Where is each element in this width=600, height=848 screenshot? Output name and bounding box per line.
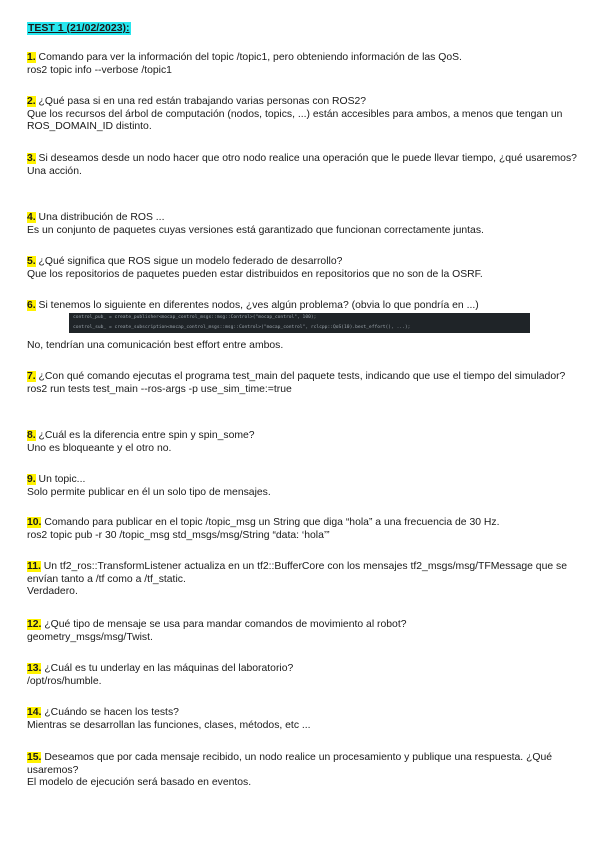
question-number: 10.	[27, 517, 42, 528]
question-8	[27, 430, 582, 455]
question-number: 2.	[27, 96, 36, 107]
question-number: 12.	[27, 619, 42, 630]
question-number: 8.	[27, 430, 36, 441]
answer-text: El modelo de ejecución será basado en eventos.	[27, 777, 252, 789]
answer-text: ros2 topic pub -r 30 /topic_msg std_msgs/msg/String “data: ‘hola’”	[27, 529, 330, 541]
question-4	[27, 212, 582, 237]
test-title: TEST 1 (21/02/2023):	[28, 22, 130, 34]
question-text: ¿Cuál es la diferencia entre spin y spin_some?	[35, 430, 255, 441]
question-text: Una distribución de ROS ...	[35, 212, 165, 223]
question-number: 7.	[27, 371, 36, 382]
answer-text: Uno es bloqueante y el otro no.	[27, 442, 172, 454]
question-7	[27, 371, 582, 396]
question-text: ¿Con qué comando ejecutas el programa test_main del paquete tests, indicando que use el tiempo del simulador?	[35, 371, 566, 382]
question-text: ¿Qué tipo de mensaje se usa para mandar comandos de movimiento al robot?	[41, 619, 407, 630]
answer-text: ros2 topic info --verbose /topic1	[27, 64, 172, 76]
answer-text: Que los recursos del árbol de computación (nodos, topics, ...) están accesibles para ambos, a menos que tengan un ROS_DOMAIN_ID distinto.	[27, 108, 563, 133]
question-text: ¿Cuándo se hacen los tests?	[41, 707, 179, 718]
question-12	[27, 619, 582, 644]
question-text: Un topic...	[35, 474, 86, 485]
question-number: 9.	[27, 474, 36, 485]
question-text: Comando para ver la información del topic /topic1, pero obteniendo información de las QoS.	[35, 52, 462, 63]
question-text: ¿Qué significa que ROS sigue un modelo federado de desarrollo?	[35, 256, 343, 267]
answer-text: ros2 run tests test_main --ros-args -p use_sim_time:=true	[27, 383, 292, 395]
answer-text: /opt/ros/humble.	[27, 675, 102, 687]
answer-text: Verdadero.	[27, 586, 78, 598]
question-number: 3.	[27, 153, 36, 164]
question-15	[27, 752, 582, 790]
answer-text: Una acción.	[27, 165, 82, 177]
question-number: 11.	[27, 561, 41, 572]
answer-text: No, tendrían una comunicación best effort entre ambos.	[27, 340, 284, 351]
question-13	[27, 663, 582, 688]
code-line: control_pub_ = create_publisher<mocap_control_msgs::msg::Control>("mocap_control", 100);	[73, 315, 317, 320]
question-11	[27, 561, 582, 599]
question-3	[27, 153, 582, 178]
question-text: ¿Qué pasa si en una red están trabajando varias personas con ROS2?	[35, 96, 367, 107]
code-snippet	[69, 313, 530, 333]
question-2	[27, 96, 582, 134]
answer-6	[27, 340, 582, 353]
question-number: 6.	[27, 300, 36, 311]
question-number: 1.	[27, 52, 36, 63]
question-text: Comando para publicar en el topic /topic_msg un String que diga “hola” a una frecuencia de 30 Hz.	[41, 517, 500, 528]
question-number: 4.	[27, 212, 36, 223]
answer-text: Solo permite publicar en él un solo tipo de mensajes.	[27, 486, 271, 498]
code-line: control_sub_ = create_subscription<mocap_control_msgs::msg::Control>("mocap_control", rclcpp::QoS(10).best_effort(), ...);	[73, 325, 411, 330]
question-text: ¿Cuál es tu underlay en las máquinas del laboratorio?	[41, 663, 294, 674]
question-10	[27, 517, 582, 542]
question-number: 13.	[27, 663, 42, 674]
question-number: 5.	[27, 256, 36, 267]
question-14	[27, 707, 582, 732]
question-text: Si deseamos desde un nodo hacer que otro nodo realice una operación que le puede llevar tiempo, ¿qué usaremos?	[35, 153, 577, 164]
answer-text: Es un conjunto de paquetes cuyas versiones está garantizado que funcionan correctamente juntas.	[27, 224, 484, 236]
answer-text: Mientras se desarrollan las funciones, clases, métodos, etc ...	[27, 719, 311, 731]
question-6	[27, 300, 582, 313]
question-5	[27, 256, 582, 281]
question-text: Si tenemos lo siguiente en diferentes nodos, ¿ves algún problema? (obvia lo que pondría en ...)	[35, 300, 479, 311]
question-number: 14.	[27, 707, 42, 718]
question-number: 15.	[27, 752, 42, 763]
question-9	[27, 474, 582, 499]
question-1	[27, 52, 582, 77]
answer-text: Que los repositorios de paquetes pueden estar distribuidos en repositorios que no son de la OSRF.	[27, 268, 483, 280]
answer-text: geometry_msgs/msg/Twist.	[27, 631, 153, 643]
question-text: Un tf2_ros::TransformListener actualiza en un tf2::BufferCore con los mensajes tf2_msgs/msg/TFMessage que se envían tanto a /tf como a /tf_static.	[27, 561, 567, 585]
question-text: Deseamos que por cada mensaje recibido, un nodo realice un procesamiento y publique una respuesta. ¿Qué usaremos?	[27, 752, 553, 776]
